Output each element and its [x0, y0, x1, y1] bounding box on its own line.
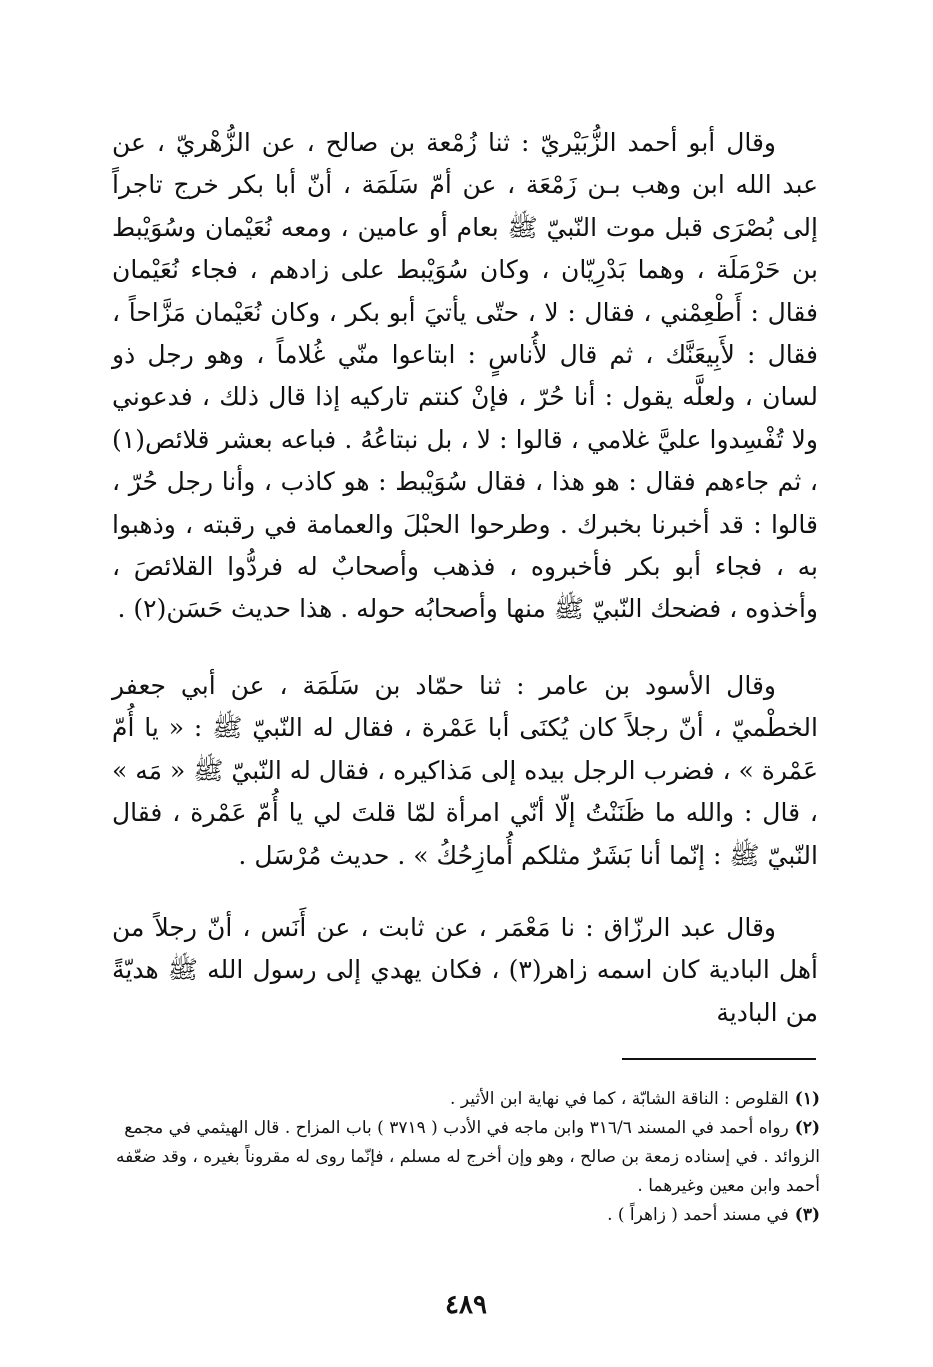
footnote-2	[108, 1114, 820, 1201]
paragraph-1: وقال أبو أحمد الزُّبَيْريّ : ثنا زُمْعة بن صالح ، عن الزُّهْريّ ، عن عبد الله ابن وهب بـن زَمْعَة ، عن أمّ سَلَمَة ، أنّ أبا بكر خرج تاجراً إلى بُصْرَى قبل موت النّبيّ ﷺ بعام أو عامين ، ومعه نُعَيْمان وسُوَيْبط بن حَرْمَلَة ، وهما بَدْرِيّان ، وكان سُوَيْبط على زادهم ، فجاء نُعَيْمان فقال : أَطْعِمْني ، فقال : لا ، حتّى يأتيَ أبو بكر ، وكان نُعَيْمان مَزَّاحاً ، فقال : لأَبِيعَنَّك ، ثم قال لأُناسٍ : ابتاعوا منّي غُلاماً ، وهو رجل ذو لسان ، ولعلَّه يقول : أنا حُرّ ، فإنْ كنتم تاركيه إذا قال ذلك ، فدعوني ولا تُفْسِدوا عليَّ غلامي ، قالوا : لا ، بل نبتاعُهُ . فباعه بعشر قلائص(١) ، ثم جاءهم فقال : هو هذا ، فقال سُوَيْبط : هو كاذب ، وأنا رجل حُرّ ، قالوا : قد أخبرنا بخبرك . وطرحوا الحبْلَ والعمامة في رقبته ، وذهبوا به ، فجاء أبو بكر فأخبروه ، فذهب وأصحابٌ له فردُّوا القلائصَ ، وأخذوه ، فضحك النّبيّ ﷺ منها وأصحابُه حوله . هذا حديث حَسَن(٢) .	[112, 128, 818, 624]
main-text	[112, 122, 818, 1034]
paragraph-2: وقال الأسود بن عامر : ثنا حمّاد بن سَلَمَة ، عن أبي جعفر الخطْميّ ، أنّ رجلاً كان يُكنَى أبا عَمْرة ، فقال له النّبيّ ﷺ : « يا أُمّ عَمْرة » ، فضرب الرجل بيده إلى مَذاكيره ، فقال له النّبيّ ﷺ « مَه » ، قال : والله ما ظَنَنْتُ إلّا أنّي امرأة لمّا قلتَ لي يا أُمّ عَمْرة ، فقال النّبيّ ﷺ : إنّما أنا بَشَرٌ مثلكم أُمازِحُكُ » . حديث مُرْسَل .	[112, 670, 818, 870]
paragraph-3: وقال عبد الرزّاق : نا مَعْمَر ، عن ثابت ، عن أَنَس ، أنّ رجلاً من أهل البادية كان اسمه زاهر(٣) ، فكان يهدي إلى رسول الله ﷺ هديّةً من البادية	[112, 912, 818, 1027]
footnote-text: رواه أحمد في المسند ٣١٦/٦ وابن ماجه في الأدب ( ٣٧١٩ ) باب المزاح . قال الهيثمي في مجمع الزوائد . في إسناده زمعة بن صالح ، وهو وإن أخرج له مسلم ، فإنّما روى له مقروناً بغيره ، وقد ضعّفه أحمد وابن معين وغيرهما .	[115, 1118, 820, 1196]
footnote-number: (٢)	[794, 1118, 820, 1138]
footnote-1	[108, 1085, 820, 1114]
footnotes	[108, 1085, 820, 1230]
footnote-number: (١)	[794, 1089, 820, 1109]
page-number: ٤٨٩	[445, 1290, 487, 1320]
footnote-3	[108, 1201, 820, 1230]
footnote-text: في مسند أحمد ( زاهراً ) .	[607, 1205, 789, 1225]
footnote-number: (٣)	[794, 1205, 820, 1225]
footnote-text: القلوص : الناقة الشابّة ، كما في نهاية ابن الأثير .	[450, 1089, 789, 1109]
footnote-separator	[622, 1058, 816, 1060]
